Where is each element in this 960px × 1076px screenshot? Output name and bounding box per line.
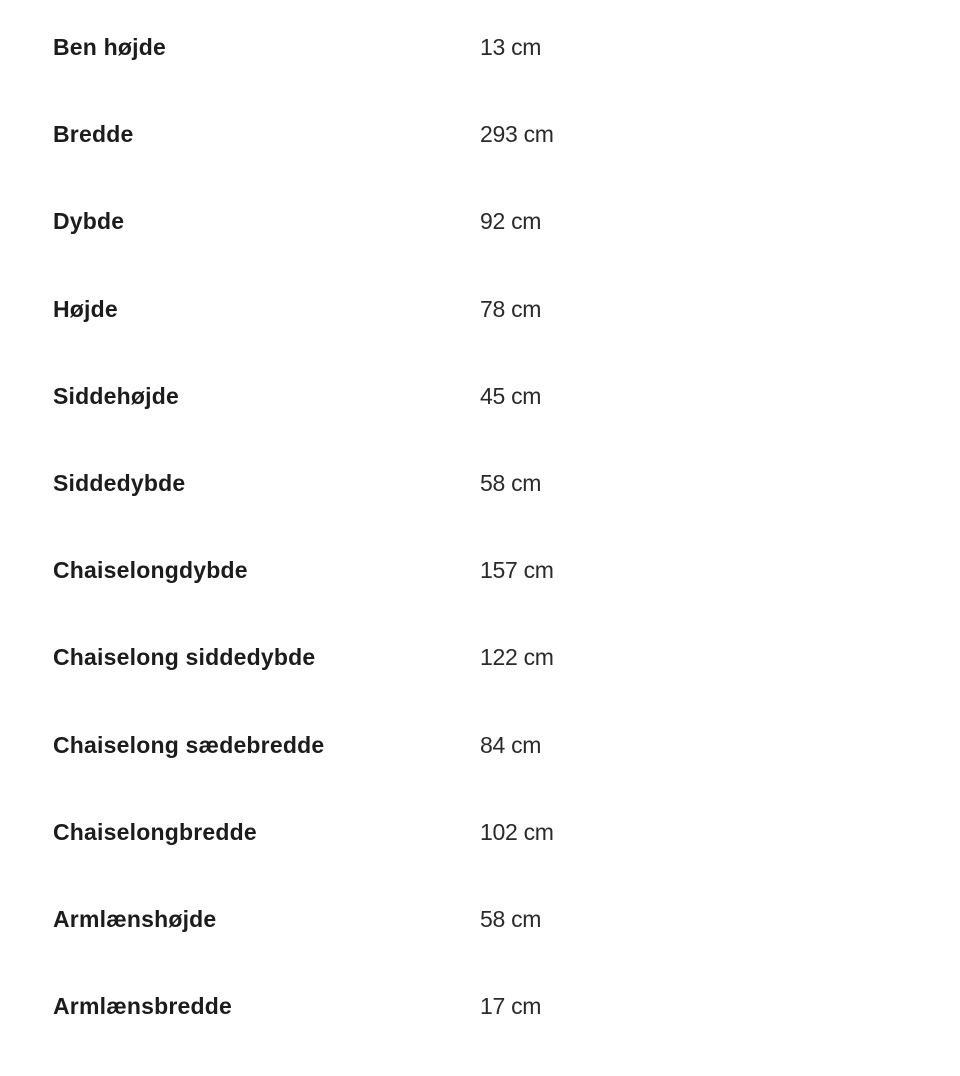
spec-label: Chaiselong sædebredde — [53, 731, 325, 758]
spec-label: Siddehøjde — [53, 382, 179, 409]
spec-label: Siddedybde — [53, 469, 186, 496]
table-row — [0, 91, 960, 178]
spec-value: 84 cm — [480, 731, 542, 758]
table-row — [0, 266, 960, 353]
spec-value: 45 cm — [480, 382, 542, 409]
spec-label: Dybde — [53, 208, 125, 235]
table-row — [0, 876, 960, 963]
spec-value: 122 cm — [480, 644, 554, 671]
table-row — [0, 789, 960, 876]
spec-label: Chaiselongbredde — [53, 818, 257, 845]
spec-label: Armlænsbredde — [53, 993, 232, 1020]
spec-label: Chaiselong siddedybde — [53, 644, 316, 671]
spec-value: 293 cm — [480, 121, 554, 148]
spec-label: Højde — [53, 295, 118, 322]
spec-value: 58 cm — [480, 469, 542, 496]
spec-value: 102 cm — [480, 818, 554, 845]
table-row — [0, 527, 960, 614]
spec-label: Armlænshøjde — [53, 905, 217, 932]
spec-value: 157 cm — [480, 557, 554, 584]
table-row — [0, 4, 960, 91]
table-row — [0, 178, 960, 265]
table-row — [0, 353, 960, 440]
table-row — [0, 702, 960, 789]
spec-value: 13 cm — [480, 34, 542, 60]
spec-value: 92 cm — [480, 208, 542, 235]
spec-value: 78 cm — [480, 295, 542, 322]
table-row — [0, 614, 960, 701]
spec-value: 58 cm — [480, 905, 542, 932]
spec-label: Bredde — [53, 121, 134, 148]
spec-label: Ben højde — [53, 34, 166, 60]
table-row — [0, 963, 960, 1050]
dimensions-table — [0, 4, 960, 1050]
spec-label: Chaiselongdybde — [53, 557, 248, 584]
table-row — [0, 440, 960, 527]
spec-value: 17 cm — [480, 993, 542, 1020]
